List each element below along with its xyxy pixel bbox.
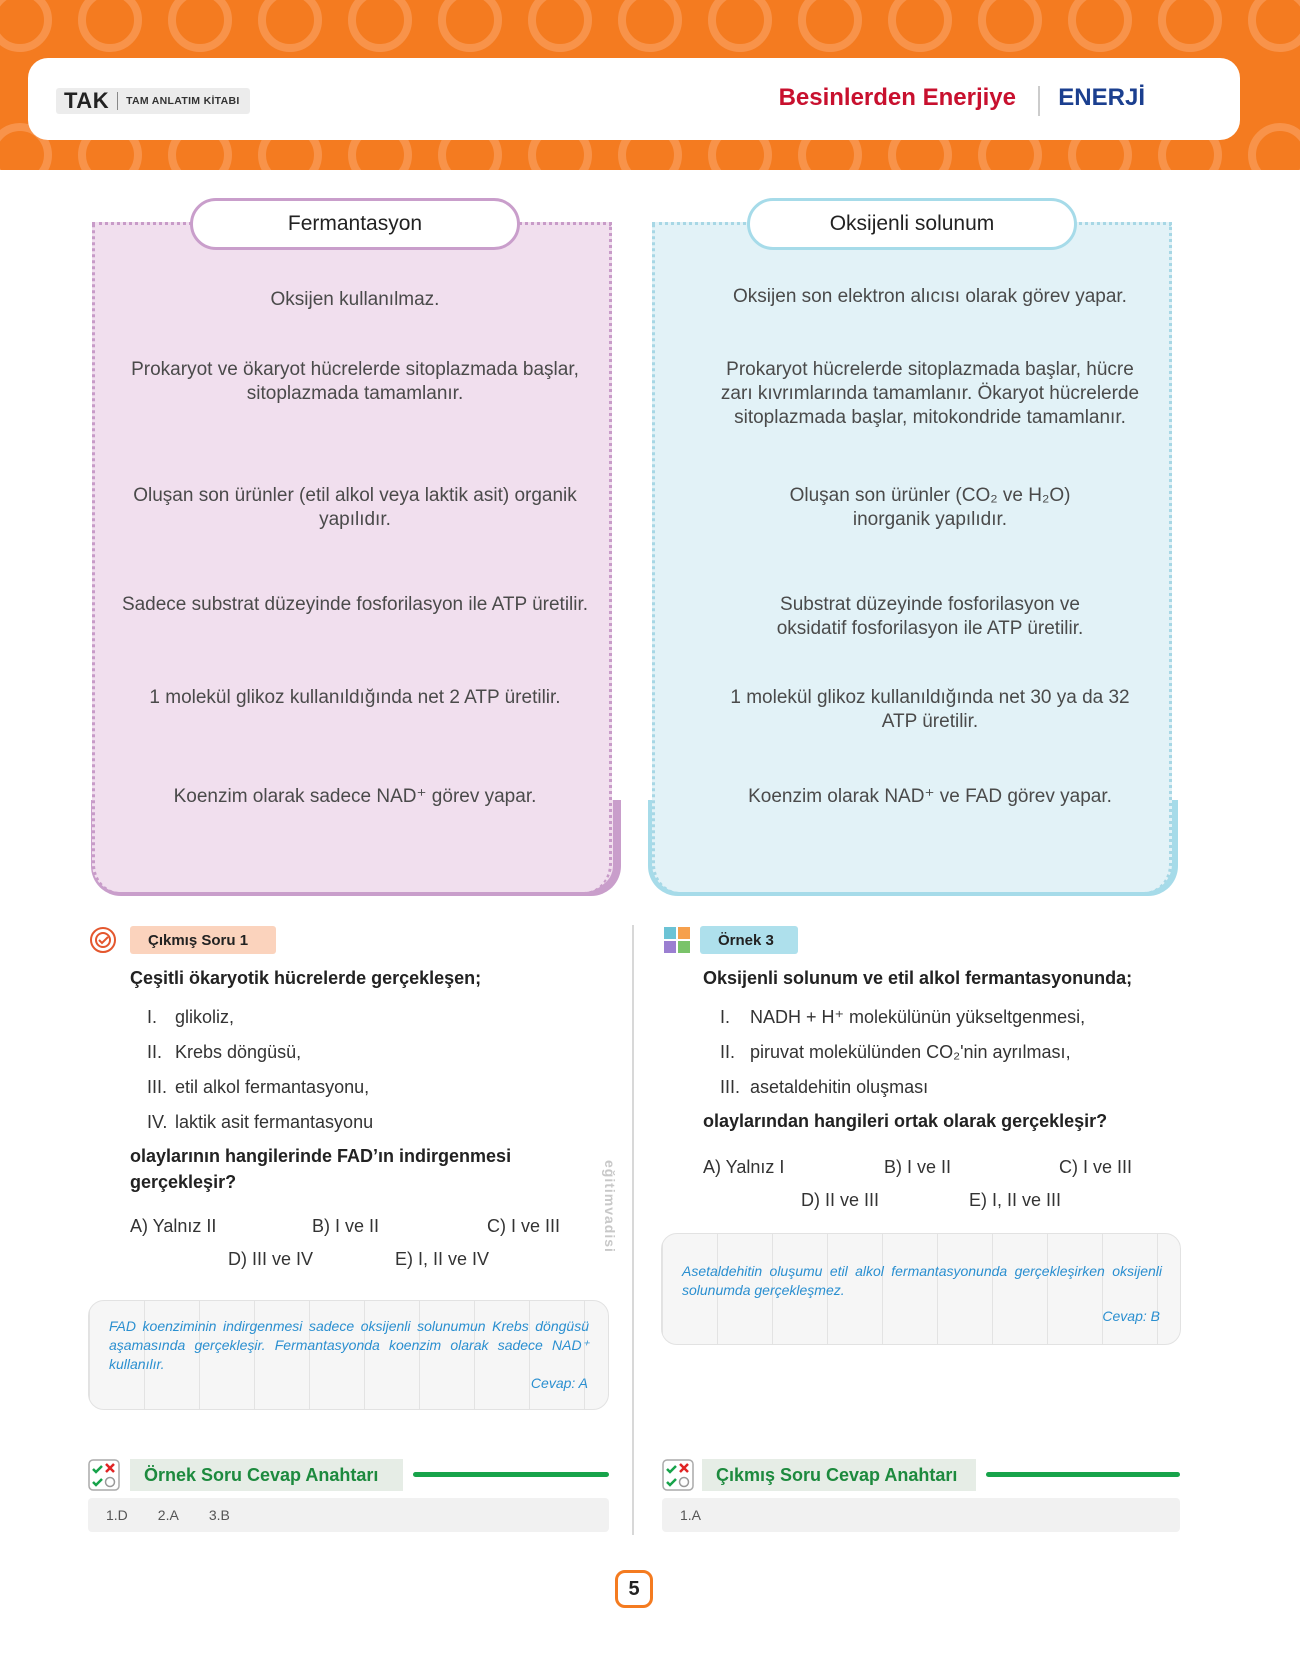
item-text: piruvat molekülünden CO₂'nin ayrılması, [750, 1042, 1071, 1062]
item-number: II. [720, 1042, 736, 1062]
target-icon [88, 925, 118, 955]
question-item [147, 1039, 301, 1065]
question-prompt: olaylarının hangilerinde FAD’ın indirgenmesi gerçekleşir? [130, 1146, 512, 1192]
page-number: 5 [615, 1570, 653, 1608]
puzzle-icon [662, 925, 692, 955]
past-question-tag: Çıkmış Soru 1 [130, 926, 276, 954]
item-number: I. [147, 1007, 158, 1027]
item-number: III. [147, 1077, 168, 1097]
explanation-box [88, 1300, 609, 1410]
fermentation-item: Oluşan son ürünler (etil alkol veya laktik asit) organik yapılıdır. [133, 485, 577, 530]
aerobic-item: Oksijen son elektron alıcısı olarak görev yapar. [733, 286, 1127, 307]
fermentation-item: Prokaryot ve ökaryot hücrelerde sitoplazmada başlar, sitoplazmada tamamlanır. [131, 359, 579, 404]
option-b[interactable]: B) I ve II [312, 1216, 380, 1236]
item-text: glikoliz, [175, 1007, 235, 1027]
option-c[interactable]: C) I ve III [1059, 1157, 1133, 1177]
aerobic-title: Oksijenli solunum [747, 198, 1077, 250]
sample-answer-key-list [88, 1498, 609, 1532]
item-number: III. [720, 1077, 741, 1097]
aerobic-item: 1 molekül glikoz kullanıldığında net 30 ya da 32 ATP üretilir. [730, 687, 1130, 732]
chapter-title: Besinlerden Enerjiye [778, 84, 1016, 111]
item-number: II. [147, 1042, 163, 1062]
sample-answer-key-label: Örnek Soru Cevap Anahtarı [130, 1459, 403, 1491]
option-c[interactable]: C) I ve III [487, 1216, 561, 1236]
publisher-watermark: eğitimvadisi [602, 1160, 618, 1253]
answer-key-line [986, 1472, 1180, 1477]
past-answer-key-list [662, 1498, 1180, 1532]
header-divider [1038, 86, 1040, 116]
answer-key-item: 1.D [106, 1507, 128, 1523]
question-item [720, 1074, 928, 1100]
answer-text: Cevap: A [530, 1375, 588, 1391]
example-tag: Örnek 3 [700, 926, 798, 954]
fermentation-item: 1 molekül glikoz kullanıldığında net 2 ATP üretilir. [149, 687, 561, 708]
fermentation-item: Oksijen kullanılmaz. [270, 289, 440, 310]
question-item [147, 1074, 369, 1100]
answer-text: Cevap: B [1102, 1308, 1160, 1324]
answer-key-icon [88, 1459, 120, 1491]
column-divider [632, 925, 634, 1535]
badge-separator [117, 92, 118, 110]
answer-key-item: 1.A [680, 1507, 702, 1523]
option-e[interactable]: E) I, II ve III [969, 1190, 1062, 1210]
header-card [28, 58, 1240, 140]
item-number: IV. [147, 1112, 168, 1132]
book-code: TAK [64, 88, 110, 113]
option-b[interactable]: B) I ve II [884, 1157, 952, 1177]
option-a[interactable]: A) Yalnız I [703, 1157, 785, 1177]
question-stem: Çeşitli ökaryotik hücrelerde gerçekleşen; [130, 968, 482, 988]
question-item [147, 1004, 234, 1030]
option-a[interactable]: A) Yalnız II [130, 1216, 217, 1236]
answer-key-line [413, 1472, 609, 1477]
question-item [147, 1109, 373, 1135]
question-prompt: olaylarından hangileri ortak olarak gerçekleşir? [703, 1111, 1108, 1131]
aerobic-item: Koenzim olarak NAD⁺ ve FAD görev yapar. [748, 786, 1112, 807]
explanation-text: Asetaldehitin oluşumu etil alkol fermantasyonunda gerçekleşirken oksijenli solunumda gerçekleşmez. [682, 1263, 1162, 1298]
question-item [720, 1039, 1071, 1065]
explanation-text: FAD koenziminin indirgenmesi sadece oksijenli solunumun Krebs döngüsü aşamasında gerçekleşir. Fermantasyonda koenzim olarak sadece NAD⁺ kullanılır. [109, 1318, 589, 1372]
aerobic-item: Oluşan son ürünler (CO₂ ve H₂O) inorganik yapılıdır. [789, 485, 1071, 530]
book-subtitle: TAM ANLATIM KİTABI [126, 95, 240, 107]
aerobic-item: Prokaryot hücrelerde sitoplazmada başlar, hücre zarı kıvrımlarında tamamlanır. Ökaryot hücrelerde sitoplazmada başlar, mitokondride tamamlanır. [720, 359, 1140, 428]
answer-key-item: 2.A [157, 1507, 179, 1523]
header-banner [0, 0, 1300, 170]
unit-title: ENERJİ [1058, 84, 1145, 111]
fermentation-title: Fermantasyon [190, 198, 520, 250]
item-text: etil alkol fermantasyonu, [175, 1077, 370, 1097]
book-badge [56, 88, 250, 114]
option-e[interactable]: E) I, II ve IV [395, 1249, 490, 1269]
answer-key-item: 3.B [208, 1507, 230, 1523]
item-text: Krebs döngüsü, [175, 1042, 302, 1062]
question-item [720, 1004, 1085, 1030]
item-text: NADH + H⁺ molekülünün yükseltgenmesi, [750, 1007, 1086, 1027]
aerobic-item: Substrat düzeyinde fosforilasyon ve oksidatif fosforilasyon ile ATP üretilir. [776, 594, 1084, 639]
question-stem: Oksijenli solunum ve etil alkol fermantasyonunda; [703, 968, 1133, 988]
fermentation-item: Sadece substrat düzeyinde fosforilasyon ile ATP üretilir. [121, 594, 589, 615]
answer-key-icon [662, 1459, 694, 1491]
explanation-box [661, 1233, 1181, 1345]
item-text: laktik asit fermantasyonu [175, 1112, 374, 1132]
option-d[interactable]: D) II ve III [801, 1190, 880, 1210]
item-text: asetaldehitin oluşması [750, 1077, 929, 1097]
item-number: I. [720, 1007, 731, 1027]
fermentation-item: Koenzim olarak sadece NAD⁺ görev yapar. [173, 786, 537, 807]
option-d[interactable]: D) III ve IV [228, 1249, 314, 1269]
past-answer-key-label: Çıkmış Soru Cevap Anahtarı [702, 1459, 976, 1491]
